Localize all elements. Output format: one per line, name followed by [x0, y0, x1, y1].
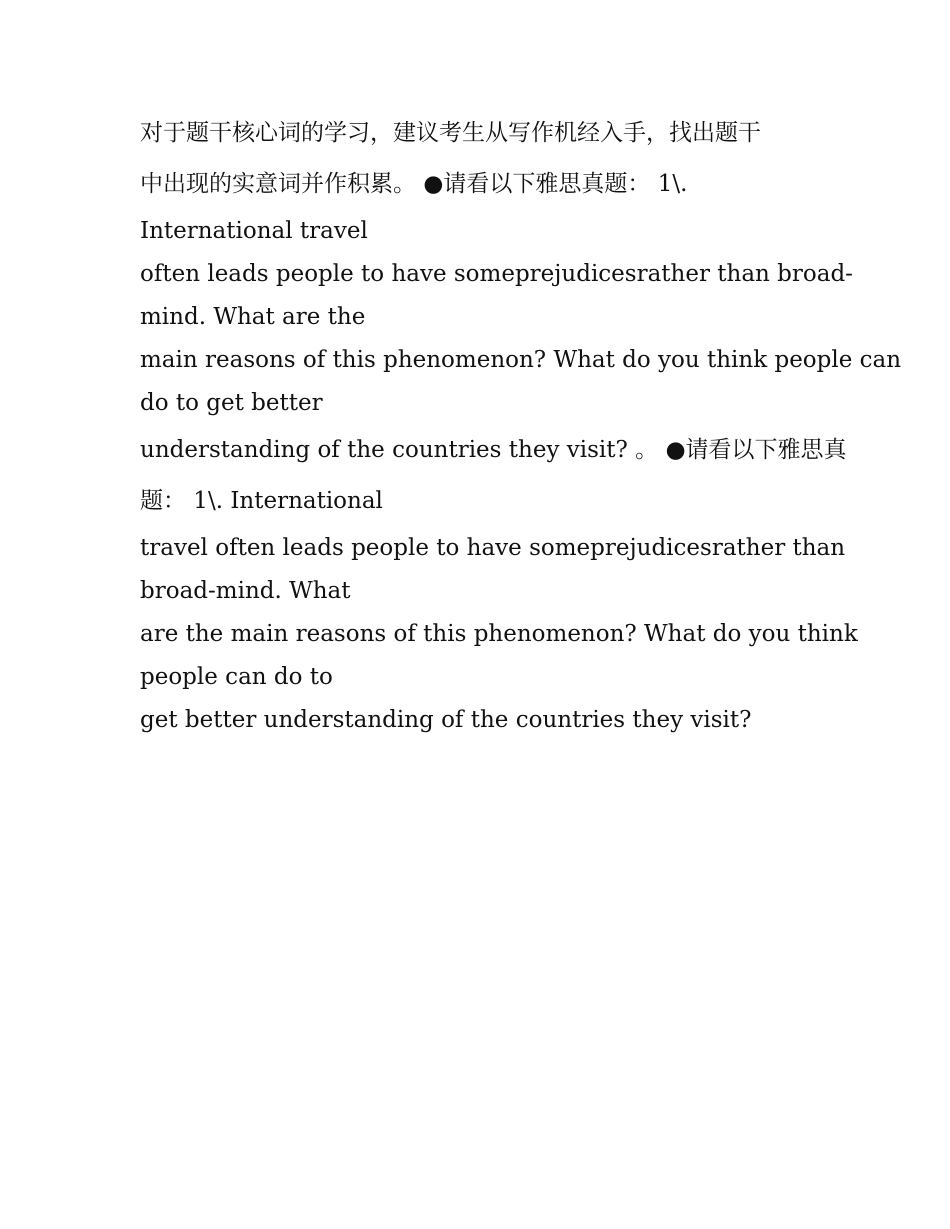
text-line-7: do to get better [140, 390, 323, 416]
text-line-10: travel often leads people to have someprejudicesrather than [140, 535, 846, 561]
text-line-13: people can do to [140, 664, 333, 690]
text-line-6: main reasons of this phenomenon? What do you think people can [140, 347, 902, 373]
text-line-14: get better understanding of the countries they visit? [140, 707, 752, 733]
text-line-11: broad-mind. What [140, 578, 351, 604]
text-line-3: International travel [140, 218, 368, 244]
text-line-1: 对于题干核心词的学习，建议考生从写作机经入手，找出题干 [140, 120, 761, 146]
text-line-5: mind. What are the [140, 304, 366, 330]
text-line-2: 中出现的实意词并作积累。 ●请看以下雅思真题： 1\. [140, 171, 688, 197]
text-line-9: 题： 1\. International [140, 488, 383, 514]
text-line-12: are the main reasons of this phenomenon? What do you think [140, 621, 858, 647]
document-body [140, 108, 902, 742]
text-line-4: often leads people to have someprejudicesrather than broad- [140, 261, 853, 287]
text-line-8: understanding of the countries they visit? 。 ●请看以下雅思真 [140, 437, 847, 463]
